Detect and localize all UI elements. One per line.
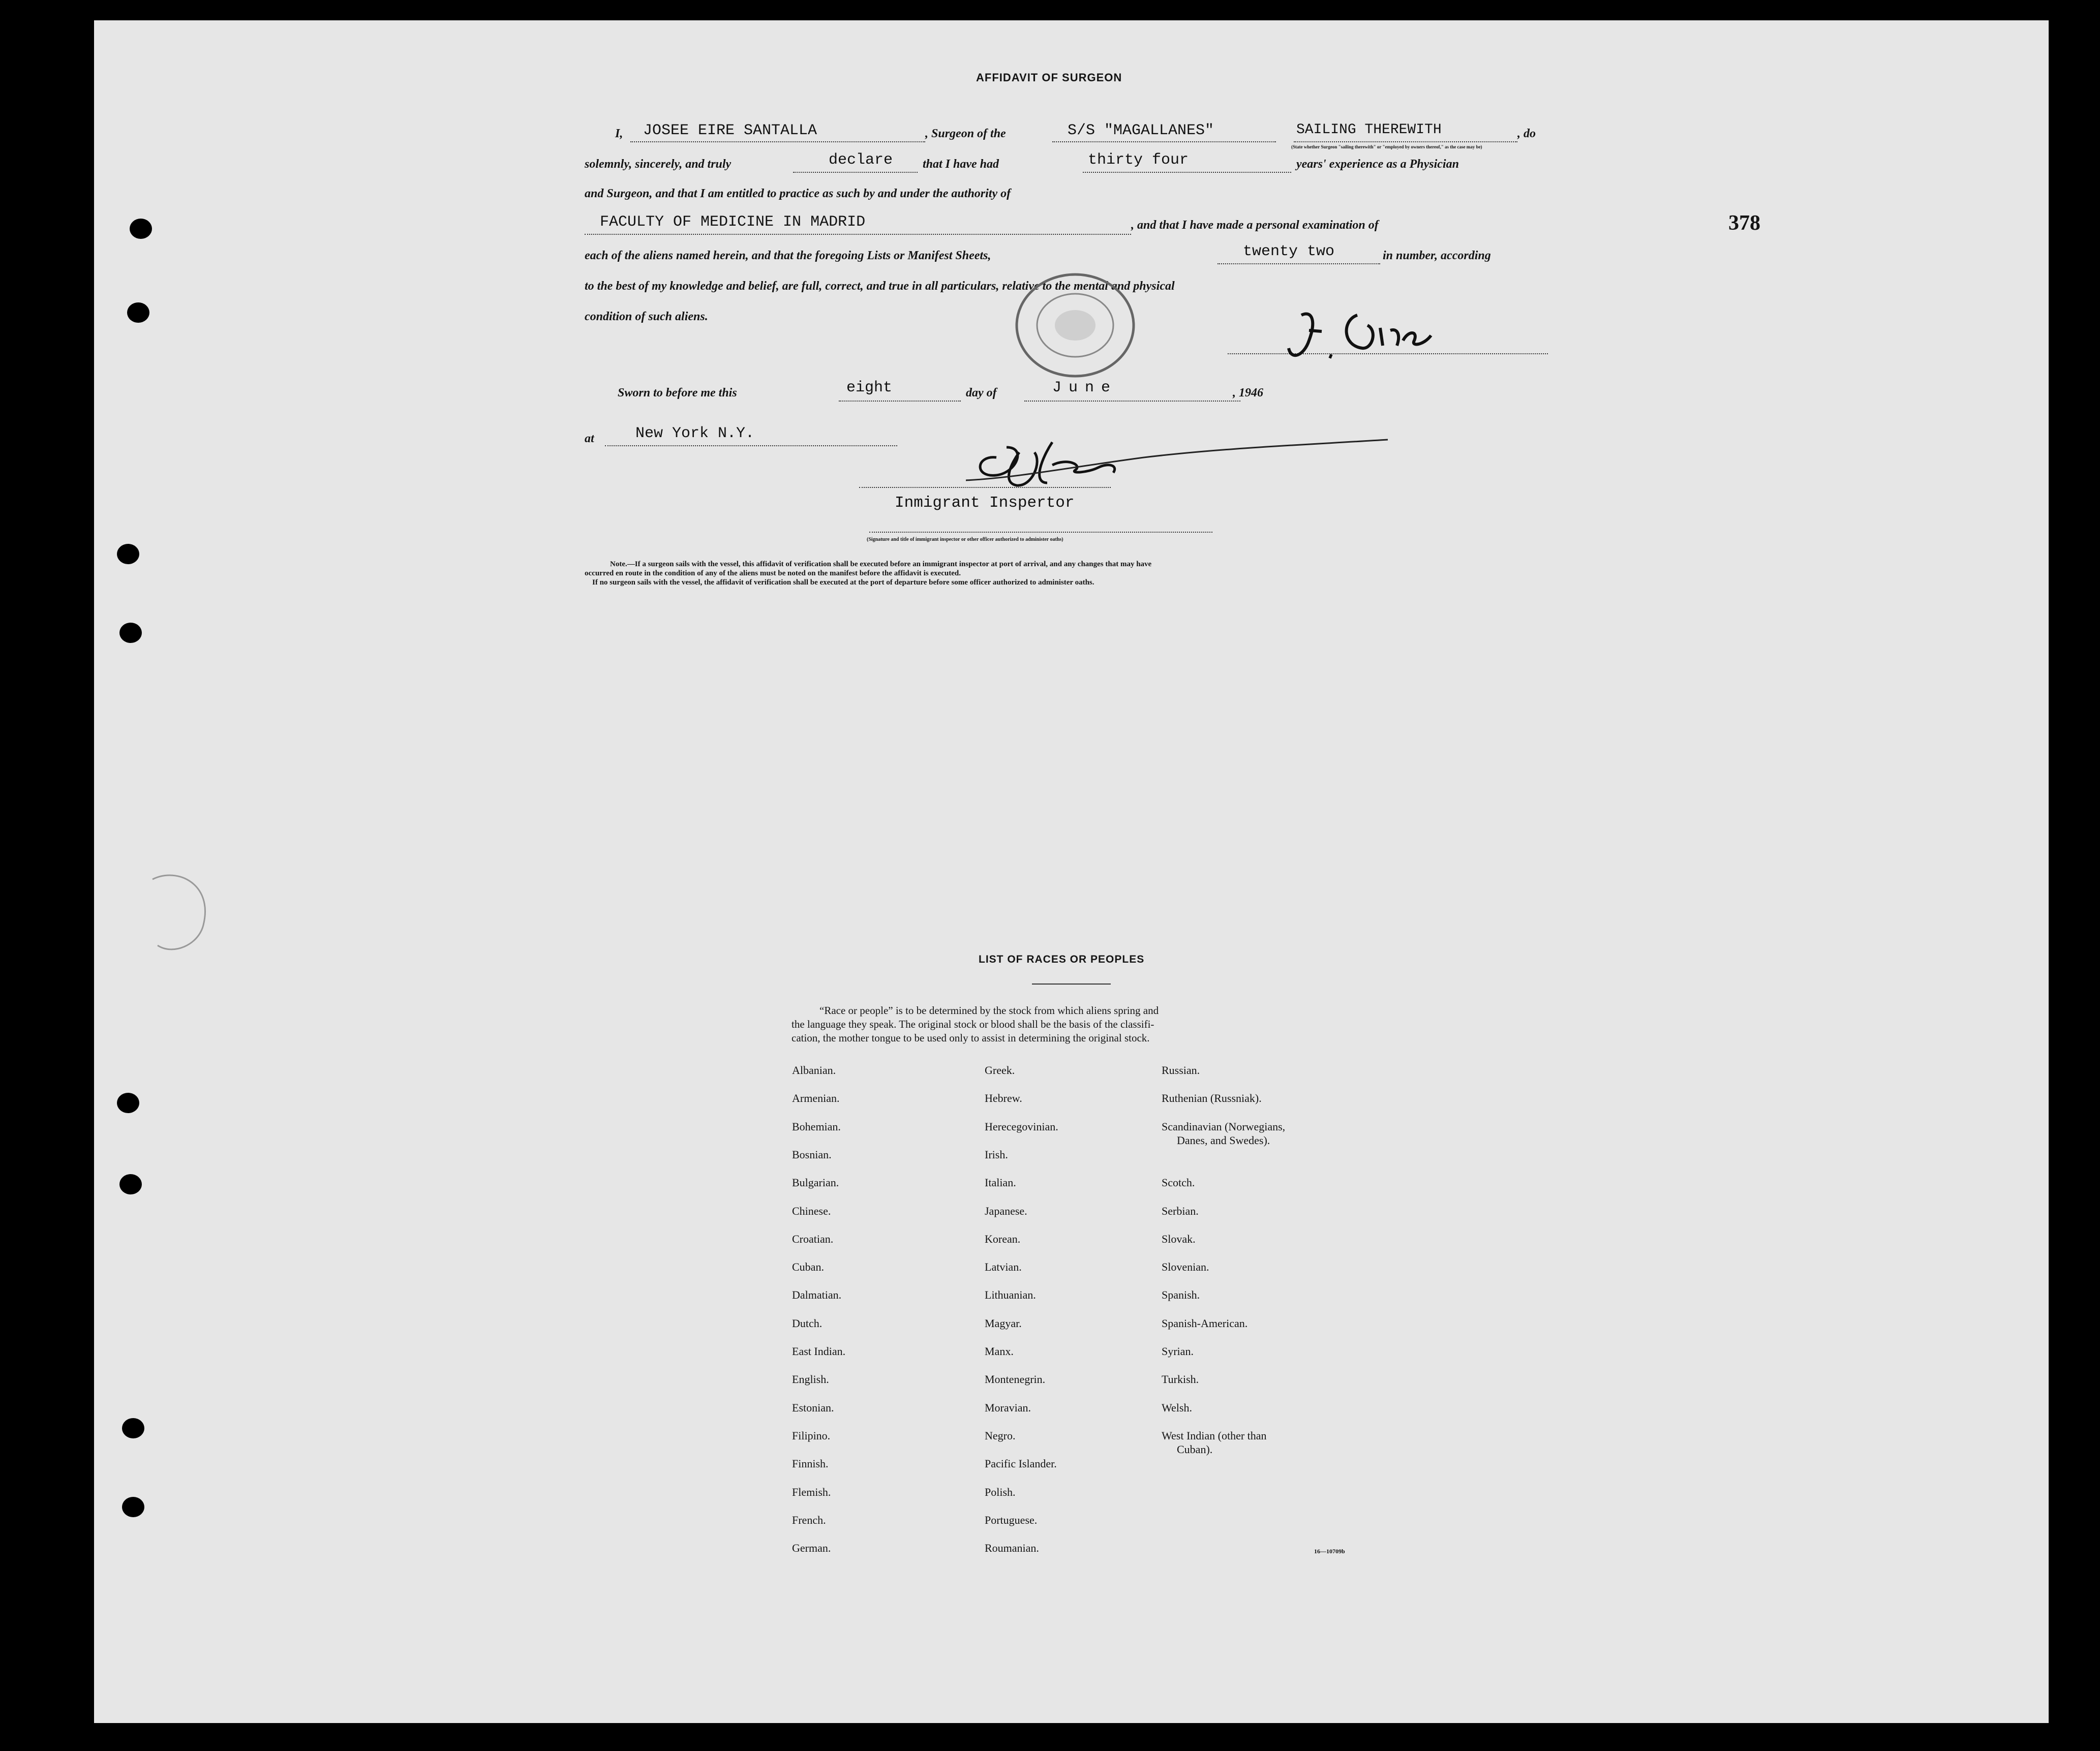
sheets-count-value: twenty two bbox=[1243, 243, 1335, 260]
binder-hole bbox=[119, 1174, 142, 1194]
sworn-label: Sworn to before me this bbox=[618, 386, 737, 400]
race-item: Syrian. bbox=[1162, 1345, 1194, 1358]
race-item: Italian. bbox=[985, 1176, 1016, 1189]
race-item: Montenegrin. bbox=[985, 1373, 1046, 1386]
race-item: Spanish-American. bbox=[1162, 1317, 1248, 1330]
inspector-signature bbox=[966, 427, 1398, 493]
race-item: Cuban. bbox=[792, 1261, 824, 1273]
sworn-place-value: New York N.Y. bbox=[635, 425, 755, 442]
race-item: Lithuanian. bbox=[985, 1288, 1036, 1301]
vessel-stamp bbox=[1004, 267, 1146, 384]
race-item: Danes, and Swedes). bbox=[1177, 1134, 1270, 1147]
years-experience-value: thirty four bbox=[1088, 151, 1189, 169]
binder-hole bbox=[127, 302, 149, 323]
form-number: 16—10709b bbox=[1314, 1548, 1345, 1555]
race-item: Serbian. bbox=[1162, 1205, 1199, 1217]
surgeon-of-the-label: , Surgeon of the bbox=[925, 127, 1006, 140]
race-item: Dutch. bbox=[792, 1317, 823, 1330]
race-item: Spanish. bbox=[1162, 1288, 1200, 1301]
race-item: Pacific Islander. bbox=[985, 1457, 1057, 1470]
binder-hole bbox=[117, 544, 139, 564]
race-item: Greek. bbox=[985, 1064, 1015, 1077]
binder-hole bbox=[122, 1418, 144, 1438]
do-label: , do bbox=[1517, 127, 1536, 140]
race-item: Magyar. bbox=[985, 1317, 1022, 1330]
race-item: Albanian. bbox=[792, 1064, 836, 1077]
line2-c: years' experience as a Physician bbox=[1296, 158, 1459, 171]
race-item: German. bbox=[792, 1542, 831, 1554]
sworn-month-value: June bbox=[1052, 379, 1118, 396]
line2-a: solemnly, sincerely, and truly bbox=[585, 158, 732, 171]
signature-caption: (Signature and title of immigrant inspector or other officer authorized to administer oaths) bbox=[867, 537, 1063, 542]
race-item: Bulgarian. bbox=[792, 1176, 839, 1189]
race-item: Dalmatian. bbox=[792, 1288, 842, 1301]
sailing-note: (State whether Surgeon "sailing therewith" or "employed by owners thereof," as the case may be) bbox=[1291, 144, 1482, 149]
race-item: Armenian. bbox=[792, 1092, 840, 1104]
race-item: Estonian. bbox=[792, 1401, 834, 1414]
declare-value: declare bbox=[829, 151, 893, 169]
race-item: French. bbox=[792, 1514, 826, 1526]
officer-title: Inmigrant Inspertor bbox=[895, 494, 1075, 512]
binder-hole bbox=[117, 1093, 139, 1113]
binder-hole bbox=[122, 1497, 144, 1517]
binder-hole bbox=[130, 219, 152, 239]
race-item: Irish. bbox=[985, 1148, 1008, 1161]
sworn-day-value: eight bbox=[846, 379, 893, 396]
line5-a: each of the aliens named herein, and that the foregoing Lists or Manifest Sheets, bbox=[585, 249, 991, 262]
race-item: Finnish. bbox=[792, 1457, 829, 1470]
race-item: Manx. bbox=[985, 1345, 1014, 1358]
note-line-3: If no surgeon sails with the vessel, the affidavit of verification shall be executed at the port of departure before some officer authorized to administer oaths. bbox=[592, 578, 1094, 587]
note-line-2: occurred en route in the condition of any of the aliens must be noted on the manifest before the affidavit is executed. bbox=[585, 569, 961, 577]
affidavit-title: AFFIDAVIT OF SURGEON bbox=[976, 71, 1122, 84]
race-item: Flemish. bbox=[792, 1486, 831, 1498]
race-item: Hebrew. bbox=[985, 1092, 1022, 1104]
race-item: Herecegovinian. bbox=[985, 1120, 1058, 1133]
note-line-1: Note.—If a surgeon sails with the vessel, this affidavit of verification shall be executed before an immigrant inspector at port of arrival, and any changes that may have bbox=[610, 560, 1152, 568]
binder-hole bbox=[119, 623, 142, 643]
race-item: Negro. bbox=[985, 1429, 1016, 1442]
sailing-status: SAILING THEREWITH bbox=[1296, 122, 1442, 138]
authority-value: FACULTY OF MEDICINE IN MADRID bbox=[600, 213, 866, 231]
line4-b: , and that I have made a personal examination of bbox=[1131, 219, 1379, 232]
race-item: Scotch. bbox=[1162, 1176, 1195, 1189]
race-item: Polish. bbox=[985, 1486, 1016, 1498]
line3: and Surgeon, and that I am entitled to practice as such by and under the authority of bbox=[585, 187, 1011, 200]
race-item: Croatian. bbox=[792, 1233, 834, 1245]
races-intro-3: cation, the mother tongue to be used only to assist in determining the original stock. bbox=[792, 1032, 1150, 1044]
race-item: Bosnian. bbox=[792, 1148, 832, 1161]
races-intro-2: the language they speak. The original stock or blood shall be the basis of the classifi- bbox=[792, 1018, 1154, 1030]
races-title: LIST OF RACES OR PEOPLES bbox=[979, 954, 1145, 965]
race-item: Turkish. bbox=[1162, 1373, 1199, 1386]
race-item: Chinese. bbox=[792, 1205, 831, 1217]
race-item: Cuban). bbox=[1177, 1443, 1213, 1456]
race-item: Russian. bbox=[1162, 1064, 1200, 1077]
line6: to the best of my knowledge and belief, are full, correct, and true in all particulars, relative to the mental and physical bbox=[585, 280, 1175, 293]
race-item: Moravian. bbox=[985, 1401, 1031, 1414]
race-item: Filipino. bbox=[792, 1429, 831, 1442]
race-item: Slovak. bbox=[1162, 1233, 1196, 1245]
page-number: 378 bbox=[1728, 211, 1760, 235]
races-intro-1: “Race or people” is to be determined by the stock from which aliens spring and bbox=[819, 1004, 1159, 1017]
surgeon-name: JOSEE EIRE SANTALLA bbox=[643, 122, 817, 139]
line5-b: in number, according bbox=[1383, 249, 1491, 262]
surgeon-signature bbox=[1281, 300, 1454, 376]
race-item: East Indian. bbox=[792, 1345, 846, 1358]
race-item: Roumanian. bbox=[985, 1542, 1039, 1554]
race-item: Ruthenian (Russniak). bbox=[1162, 1092, 1262, 1104]
sworn-year: , 1946 bbox=[1233, 386, 1263, 400]
paper-mark bbox=[137, 869, 219, 961]
race-item: Bohemian. bbox=[792, 1120, 841, 1133]
race-item: Slovenian. bbox=[1162, 1261, 1209, 1273]
race-item: Korean. bbox=[985, 1233, 1021, 1245]
race-item: Portuguese. bbox=[985, 1514, 1038, 1526]
day-of-label: day of bbox=[966, 386, 997, 400]
line2-b: that I have had bbox=[923, 158, 999, 171]
race-item: Scandinavian (Norwegians, bbox=[1162, 1120, 1286, 1133]
race-item: Latvian. bbox=[985, 1261, 1022, 1273]
line7: condition of such aliens. bbox=[585, 310, 708, 323]
race-item: Japanese. bbox=[985, 1205, 1027, 1217]
vessel-name: S/S "MAGALLANES" bbox=[1068, 122, 1214, 139]
race-item: Welsh. bbox=[1162, 1401, 1192, 1414]
prefix-i: I, bbox=[615, 127, 623, 140]
at-label: at bbox=[585, 432, 594, 445]
race-item: English. bbox=[792, 1373, 829, 1386]
race-item: West Indian (other than bbox=[1162, 1429, 1267, 1442]
